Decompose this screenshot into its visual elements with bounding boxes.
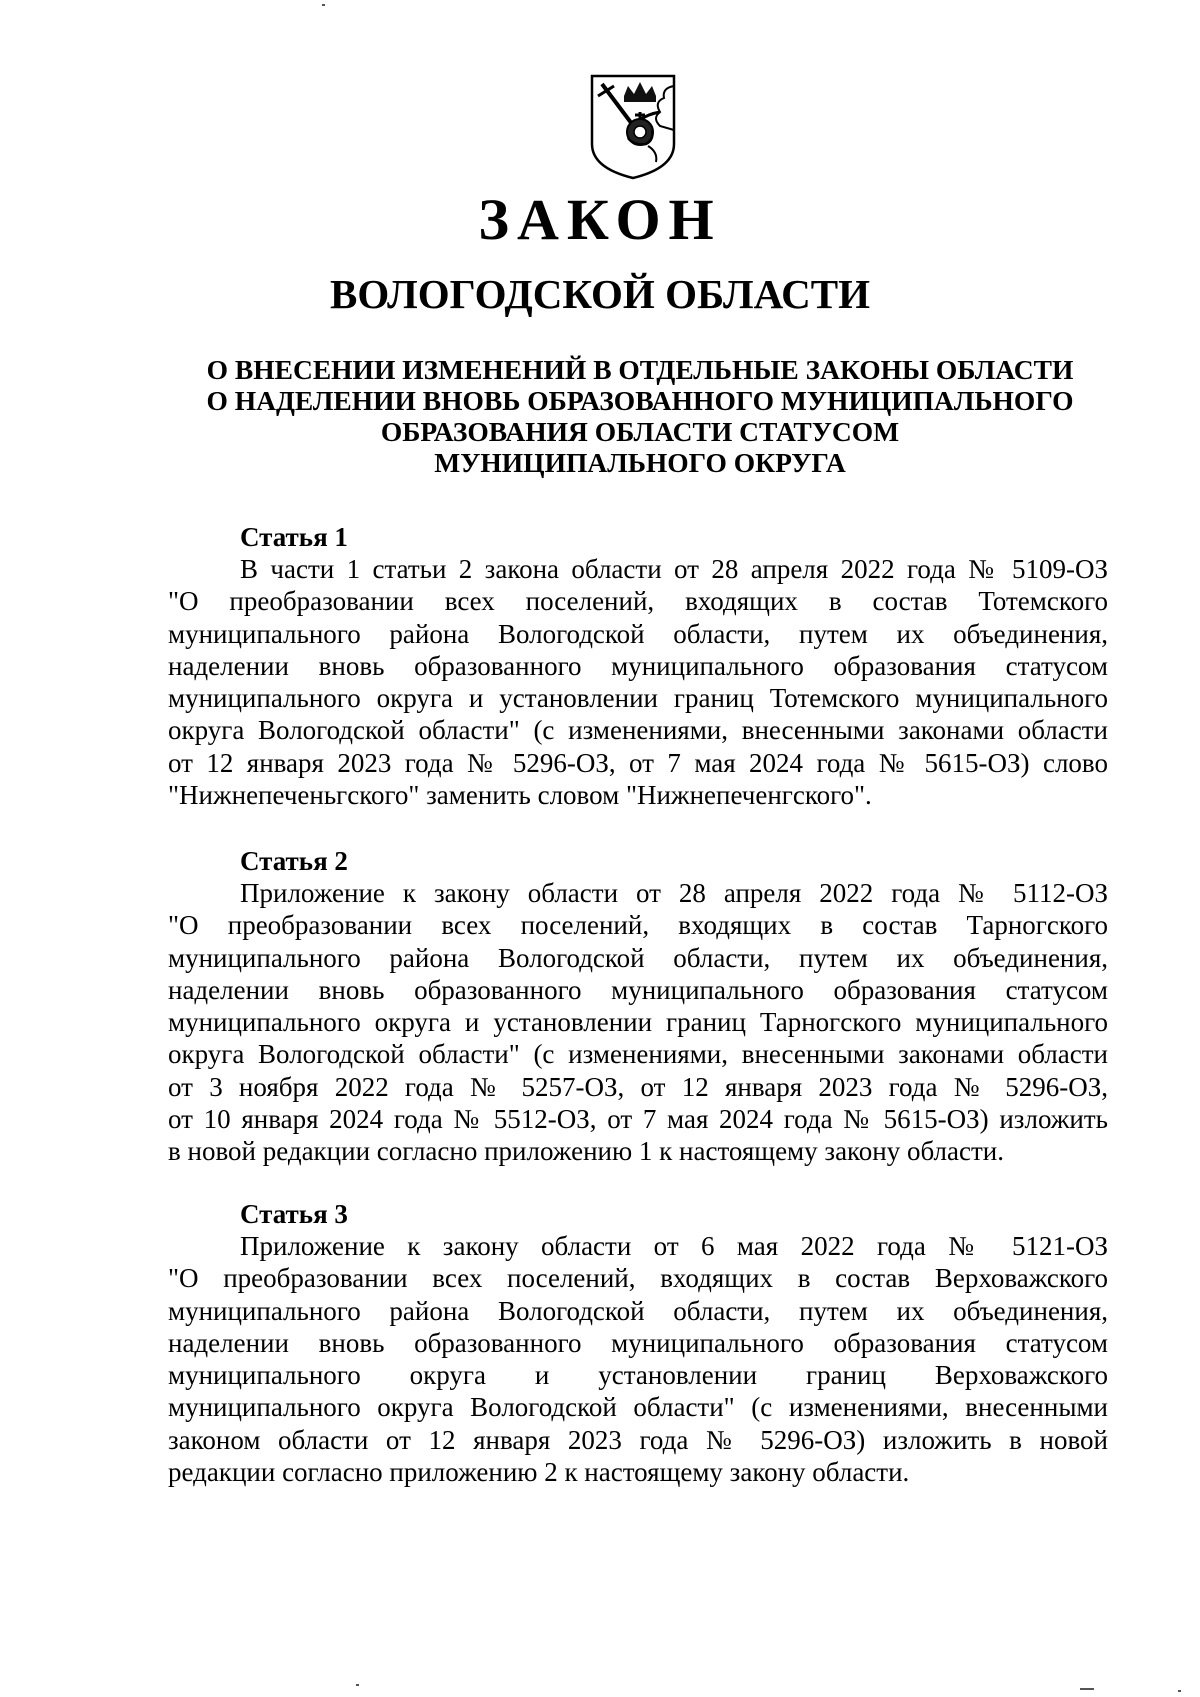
text-line: законом области от 12 января 2023 года № 5296-ОЗ) изложить в новой [168, 1424, 1108, 1455]
document-title: ЗАКОН [478, 187, 722, 252]
text-line: муниципального округа и установлении границ Тотемского муниципального [168, 683, 1108, 714]
text-line: редакции согласно приложению 2 к настоящему закону области. [168, 1457, 910, 1488]
text-line: муниципального округа и установлении границ Верховажского [168, 1360, 1108, 1391]
text-line: муниципального района Вологодской области, путем их объединения, [168, 1295, 1108, 1326]
scan-speck [1080, 1688, 1094, 1690]
text-line: "О преобразовании всех поселений, входящих в состав Верховажского [168, 1263, 1108, 1294]
subject-line: МУНИЦИПАЛЬНОГО ОКРУГА [434, 447, 846, 478]
text-line: муниципального округа Вологодской области" (с изменениями, внесенными [168, 1392, 1108, 1423]
subject-line: ОБРАЗОВАНИЯ ОБЛАСТИ СТАТУСОМ [380, 416, 900, 447]
article-3 [168, 1198, 1108, 1488]
text-line: "О преобразовании всех поселений, входящих в состав Тотемского [168, 586, 1108, 617]
article-body [168, 877, 1108, 1168]
text-line: от 3 ноября 2022 года № 5257-ОЗ, от 12 января 2023 года № 5296-ОЗ, [168, 1071, 1108, 1102]
text-line: округа Вологодской области" (с изменениями, внесенными законами области [168, 1039, 1108, 1070]
text-line: от 12 января 2023 года № 5296-ОЗ, от 7 мая 2024 года № 5615-ОЗ) слово [168, 747, 1108, 778]
document-region: ВОЛОГОДСКОЙ ОБЛАСТИ [329, 271, 871, 317]
article-1 [168, 521, 1108, 811]
article-heading: Статья 2 [240, 846, 348, 876]
text-line: наделении вновь образованного муниципального образования статусом [168, 1327, 1108, 1358]
scan-speck [322, 4, 325, 6]
text-line: округа Вологодской области" (с изменениями, внесенными законами области [168, 715, 1108, 746]
article-2 [168, 845, 1108, 1168]
article-heading: Статья 1 [240, 522, 348, 552]
text-line: В части 1 статьи 2 закона области от 28 апреля 2022 года № 5109-ОЗ [240, 554, 1108, 584]
text-line: в новой редакции согласно приложению 1 к настоящему закону области. [168, 1136, 1004, 1167]
document-subject [0, 354, 1200, 478]
subject-line: О ВНЕСЕНИИ ИЗМЕНЕНИЙ В ОТДЕЛЬНЫЕ ЗАКОНЫ ОБЛАСТИ [206, 354, 1074, 385]
text-line: Приложение к закону области от 6 мая 2022 года № 5121-ОЗ [240, 1231, 1108, 1261]
coat-of-arms-icon [588, 72, 678, 182]
text-line: муниципального округа и установлении границ Тарногского муниципального [168, 1007, 1108, 1038]
article-body [168, 1230, 1108, 1488]
text-line: "О преобразовании всех поселений, входящих в состав Тарногского [168, 910, 1108, 941]
text-line: наделении вновь образованного муниципального образования статусом [168, 650, 1108, 681]
text-line: муниципального района Вологодской области, путем их объединения, [168, 618, 1108, 649]
text-line: наделении вновь образованного муниципального образования статусом [168, 974, 1108, 1005]
scan-speck [1178, 1690, 1181, 1692]
article-body [168, 553, 1108, 811]
text-line: "Нижнепеченьгского" заменить словом "Нижнепеченгского". [168, 780, 872, 811]
text-line: Приложение к закону области от 28 апреля 2022 года № 5112-ОЗ [240, 878, 1108, 908]
text-line: муниципального района Вологодской области, путем их объединения, [168, 942, 1108, 973]
subject-line: О НАДЕЛЕНИИ ВНОВЬ ОБРАЗОВАННОГО МУНИЦИПАЛЬНОГО [206, 385, 1074, 416]
text-line: от 10 января 2024 года № 5512-ОЗ, от 7 мая 2024 года № 5615-ОЗ) изложить [168, 1104, 1108, 1135]
article-heading: Статья 3 [240, 1199, 348, 1229]
scan-speck [356, 1684, 359, 1686]
